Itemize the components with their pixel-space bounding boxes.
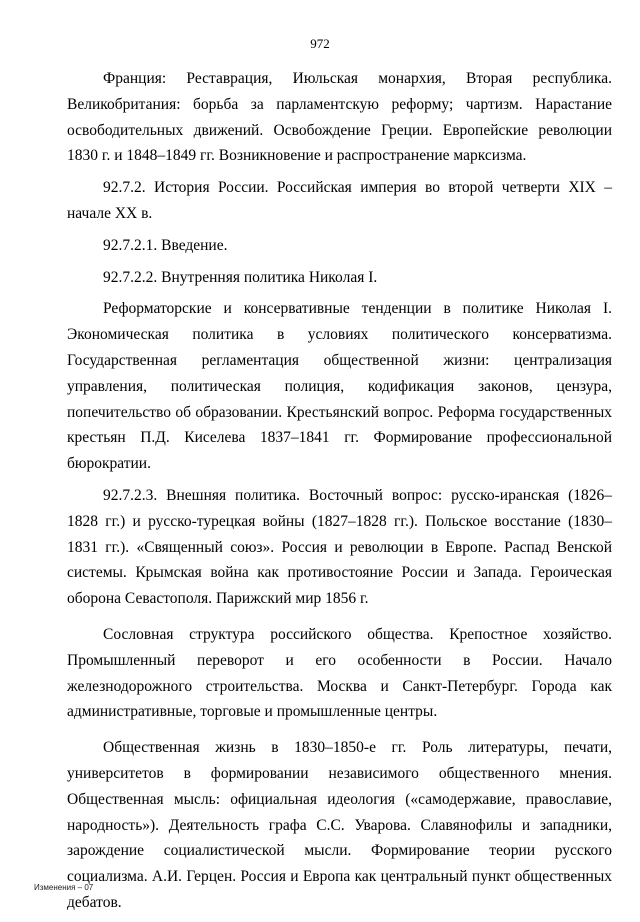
section-heading-introduction: 92.7.2.1. Введение.: [103, 236, 228, 254]
footer-revision-note: Изменения – 07: [34, 883, 94, 892]
paragraph-public-life: Общественная жизнь в 1830–1850-е гг. Роль литературы, печати, университетов в формировании независимого общественного мнения. Общественная мысль: официальная идеология («самодержавие, православие, народность»). Деятельность графа С.С. Уварова. Славянофилы и западники, зарождение социалистической мысли. Формирование теории русского социализма. А.И. Герцен. Россия и Европа как центральный пункт общественных дебатов.: [67, 739, 612, 911]
page-number: 972: [310, 36, 330, 51]
paragraph-domestic-policy: Реформаторские и консервативные тенденции в политике Николая I. Экономическая политика в условиях политического консерватизма. Государственная регламентация общественной жизни: централизация управления, политическая полиция, кодификация законов, цензура, попечительство об образовании. Крестьянский вопрос. Реформа государственных крестьян П.Д. Киселева 1837–1841 гг. Формирование профессиональной бюрократии.: [67, 300, 612, 473]
section-heading-russian-history: 92.7.2. История России. Российская империя во второй четверти XIX – начале XX в.: [67, 179, 612, 222]
paragraph-europe-revolutions: Франция: Реставрация, Июльская монархия, Вторая республика. Великобритания: борьба за парламентскую реформу; чартизм. Нарастание освободительных движений. Освобождение Греции. Европейские революции 1830 г. и 1848–1849 гг. Возникновение и распространение марксизма.: [67, 70, 612, 165]
paragraph-social-structure: Сословная структура российского общества. Крепостное хозяйство. Промышленный переворот и его особенности в России. Начало железнодорожного строительства. Москва и Санкт-Петербург. Города как административные, торговые и промышленные центры.: [67, 625, 612, 721]
paragraph-foreign-policy: 92.7.2.3. Внешняя политика. Восточный вопрос: русско-иранская (1826–1828 гг.) и русско-турецкая войны (1827–1828 гг.). Польское восстание (1830–1831 гг.). «Священный союз». Россия и революции в Европе. Распад Венской системы. Крымская война как противостояние России и Запада. Героическая оборона Севастополя. Парижский мир 1856 г.: [67, 486, 612, 608]
section-heading-domestic-policy: 92.7.2.2. Внутренняя политика Николая I.: [103, 268, 378, 286]
document-body: [67, 66, 612, 916]
